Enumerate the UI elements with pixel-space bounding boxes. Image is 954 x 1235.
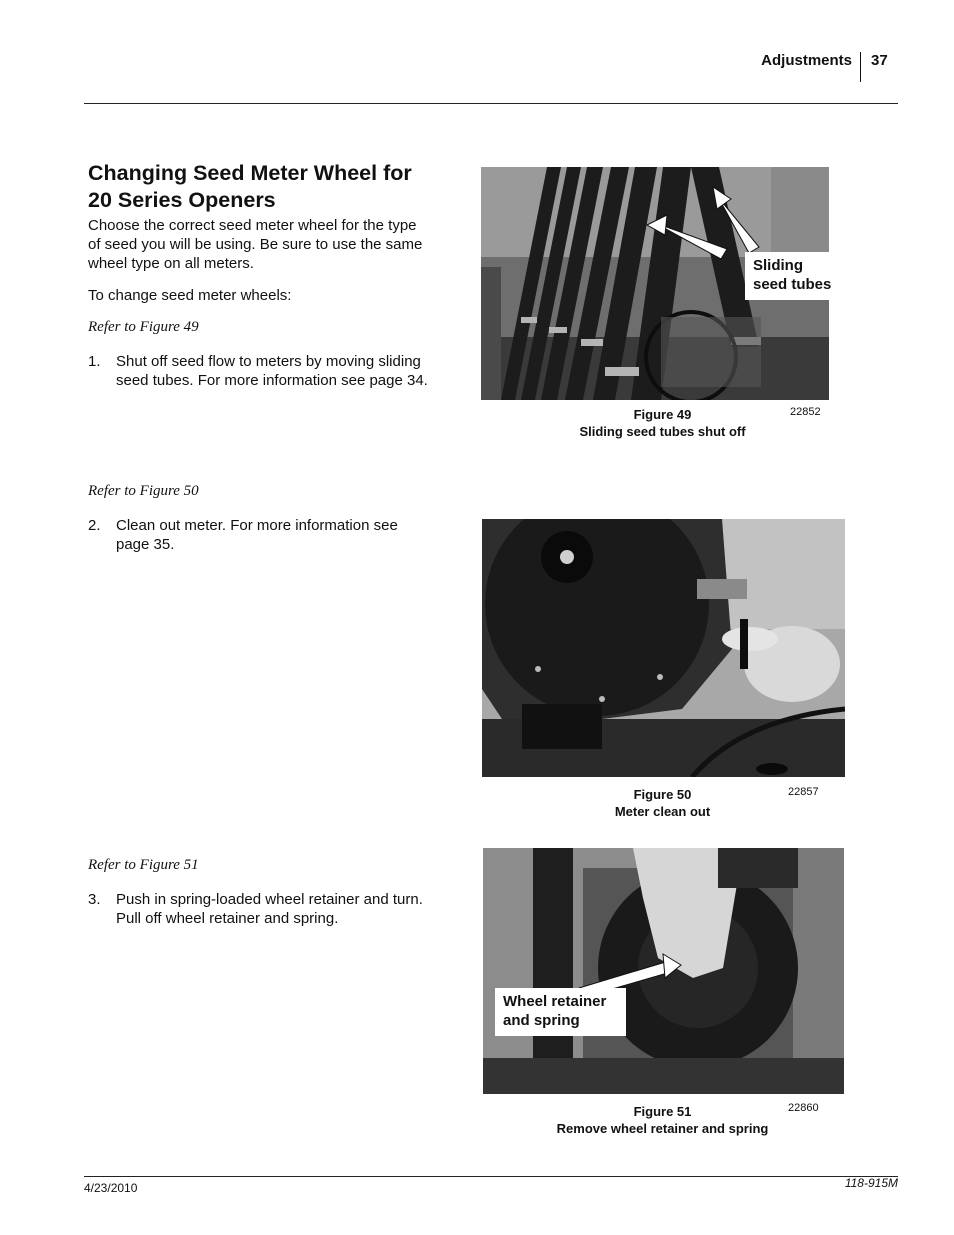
- figure-reference-51: Refer to Figure 51: [88, 857, 199, 873]
- step-2: [88, 516, 428, 554]
- figure-49-callout: Sliding seed tubes: [745, 252, 849, 300]
- page-number: 37: [871, 52, 888, 69]
- step-number: 2.: [88, 517, 101, 534]
- figure-label: Figure 50: [633, 787, 692, 802]
- figure-reference-50: Refer to Figure 50: [88, 483, 199, 499]
- figure-label: Figure 49: [633, 407, 692, 422]
- footer-rule: [84, 1176, 898, 1177]
- figure-50-caption: [560, 786, 765, 820]
- header-divider: [860, 52, 861, 82]
- figure-51-photo: [483, 848, 844, 1094]
- page-title: Changing Seed Meter Wheel for 20 Series Openers: [88, 161, 412, 212]
- figure-caption-text: Meter clean out: [614, 804, 711, 819]
- step-number: 1.: [88, 353, 101, 370]
- lead-in-text: To change seed meter wheels:: [88, 287, 292, 304]
- figure-51-caption: [545, 1103, 780, 1137]
- step-number: 3.: [88, 891, 101, 908]
- step-1: [88, 352, 428, 390]
- header-rule: [84, 103, 898, 104]
- header-section-title: Adjustments: [761, 52, 852, 69]
- figure-caption-text: Remove wheel retainer and spring: [556, 1121, 769, 1136]
- figure-49-image-number: 22852: [790, 406, 821, 418]
- figure-label: Figure 51: [633, 1104, 692, 1119]
- step-text: Clean out meter. For more information see page 35.: [116, 517, 398, 553]
- step-3: [88, 890, 428, 928]
- figure-50-photo: [482, 519, 845, 777]
- intro-paragraph: Choose the correct seed meter wheel for the type of seed you will be using. Be sure to use the same wheel type on all meters.: [88, 217, 423, 272]
- figure-51-image-number: 22860: [788, 1102, 819, 1114]
- footer-document-number: 118-915M: [844, 1176, 898, 1190]
- figure-49-caption: [560, 406, 765, 440]
- figure-caption-text: Sliding seed tubes shut off: [579, 424, 746, 439]
- step-text: Shut off seed flow to meters by moving sliding seed tubes. For more information see page 34.: [116, 353, 428, 389]
- step-text: Push in spring-loaded wheel retainer and turn. Pull off wheel retainer and spring.: [116, 891, 423, 927]
- figure-reference-49: Refer to Figure 49: [88, 319, 199, 335]
- figure-51-callout: Wheel retainer and spring: [495, 988, 626, 1036]
- footer-date: 4/23/2010: [84, 1181, 138, 1195]
- figure-50-image-number: 22857: [788, 786, 819, 798]
